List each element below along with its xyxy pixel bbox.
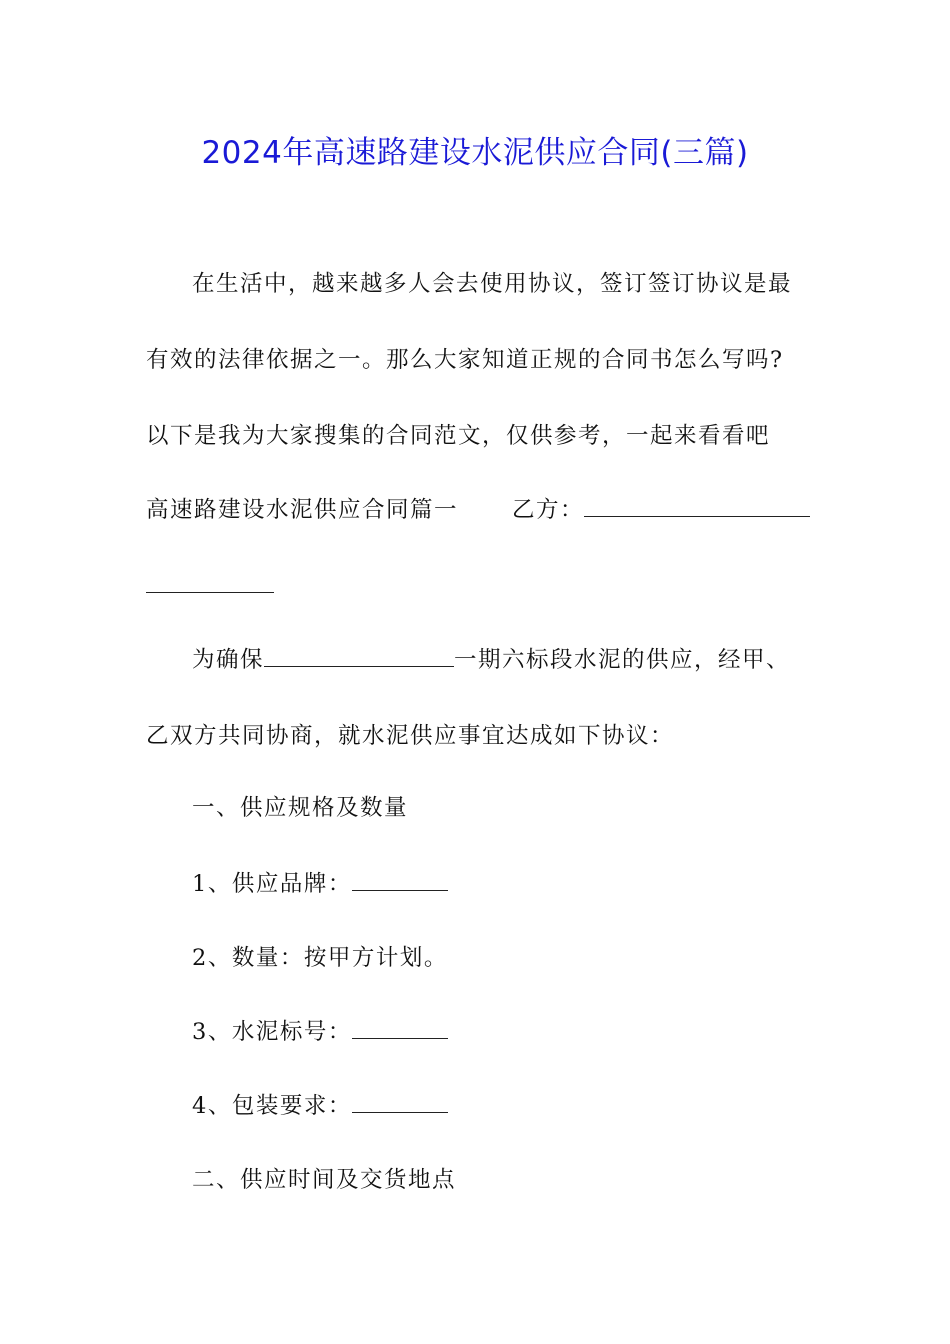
clause-1-item-1 [192,866,448,902]
purpose-line-1 [192,642,790,678]
intro-paragraph-line-3: 以下是我为大家搜集的合同范文，仅供参考，一起来看看吧 [146,423,771,449]
clause-1-item-4 [192,1088,448,1124]
brand-blank-line [352,866,448,891]
section-heading: 高速路建设水泥供应合同篇一 [146,497,459,523]
purpose-prefix: 为确保 [192,647,265,673]
item-4-label: 4、包装要求： [192,1093,352,1119]
packaging-blank-line [352,1088,448,1113]
clause-1-heading: 一、供应规格及数量 [192,795,409,821]
intro-paragraph-line-1: 在生活中，越来越多人会去使用协议，签订签订协议是最 [192,271,793,297]
item-3-label: 3、水泥标号： [192,1019,352,1045]
party-b-label: 乙方： [512,497,585,523]
item-1-label: 1、供应品牌： [192,871,352,897]
intro-paragraph-line-2: 有效的法律依据之一。那么大家知道正规的合同书怎么写吗? [146,347,784,373]
clause-1-item-3 [192,1014,448,1050]
cement-grade-blank-line [352,1014,448,1039]
purpose-line-2: 乙双方共同协商，就水泥供应事宜达成如下协议： [146,723,675,749]
party-b-blank-line-continued [146,568,274,593]
project-name-blank-line [264,642,454,667]
document-title: 2024年高速路建设水泥供应合同(三篇) [201,135,749,171]
purpose-suffix: 一期六标段水泥的供应，经甲、 [454,647,791,673]
clause-2-heading: 二、供应时间及交货地点 [192,1167,457,1193]
section-heading-row [146,492,810,528]
party-b-blank-line [584,492,810,517]
clause-1-item-2: 2、数量：按甲方计划。 [192,945,448,971]
party-b-blank-continuation-row [146,568,274,604]
